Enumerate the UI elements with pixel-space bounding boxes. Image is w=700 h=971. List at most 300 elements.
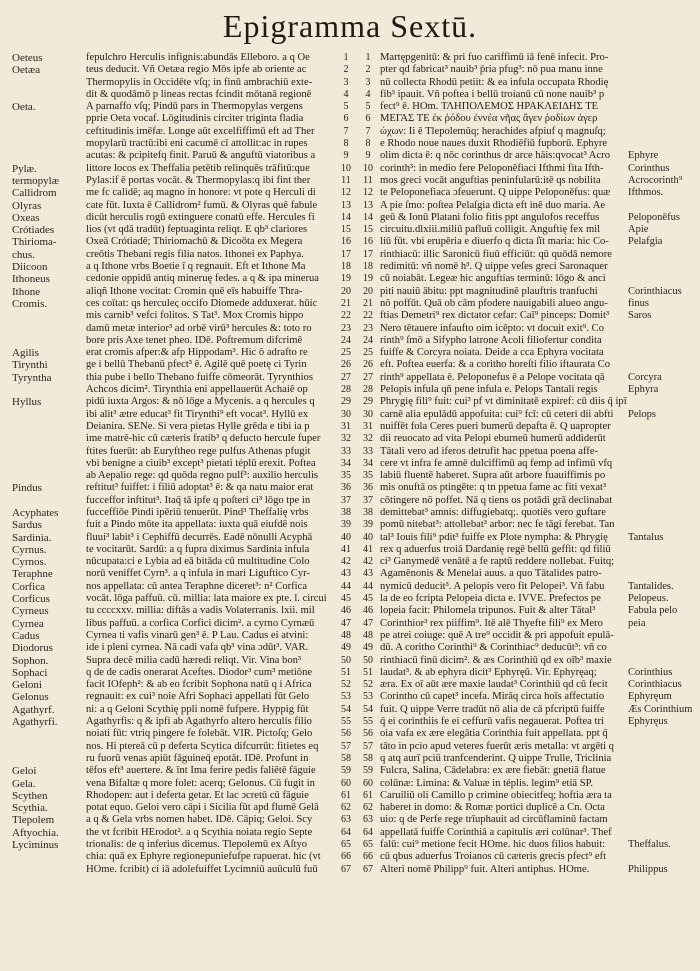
line-number: 19 [363,273,373,285]
margin-note: Saros [628,310,652,322]
line-text: Agathyrfis: q & ipfi ab Agathyrfo altero herculis filio [86,716,312,728]
text-line [356,396,628,408]
text-line [356,138,628,150]
line-number: 51 [363,666,373,678]
margin-note: Agathyrfi. [12,716,58,729]
text-line [356,347,628,359]
line-text: Caruiliū oli Camillo p crimine obiecitfeq; hoftia æra ta [380,789,612,801]
line-text: thia pube i bello Thebano fuiffe cōmeorāt. Tyrynthios [86,371,313,383]
line-text: tu ccccxxv. millia: diftās a vadis Volaterranis. lxii. mil [86,605,315,617]
line-text: dii reuocato ad vita Pelopi eburneū humerū addiderūt [380,433,606,445]
text-line [86,273,358,285]
line-text: rinth⁹ appellata ē. Peloponefus ē a Pelope vocitata qā [380,371,605,383]
text-line [86,667,358,679]
line-text: HOme. fcribit) ci iā adolefuiffet Lycimniū auūculū fuū [86,863,318,875]
text-line [356,630,628,642]
line-text: labiū fluentē haberet. Supra aūt arbore fuauiffimis po [380,470,606,482]
text-line [86,446,358,458]
line-number: 23 [341,322,351,334]
margin-note [12,323,96,335]
text-line [86,581,358,593]
line-text: nō poffūt. Quā ob cām pfodere nauigabili alueo angu- [380,297,608,309]
text-line [86,138,358,150]
margin-note [628,765,700,777]
margin-note: Sophon. [12,654,49,667]
text-line [86,249,358,261]
text-line [356,864,628,876]
margin-note [628,568,700,580]
margin-note [628,138,700,150]
margin-note: Cyrnea [12,617,44,630]
margin-note: Scythia. [12,802,48,815]
line-text: Fulcra, Salina, Cādelabra: ex ære fiebāt: gnetiā flatue [380,765,606,777]
text-line [356,704,628,716]
line-number: 1 [365,52,371,63]
line-number: 62 [363,802,373,814]
line-text: A pie ſmo: poſtea Pelaſgia dicta eft inē duo maria. Ae [380,199,606,211]
line-text: cū noiabāt. Legeæ hic anguftias terminū: lōgo & anci [380,273,606,285]
text-line [86,372,358,384]
line-number: 2 [365,64,371,76]
text-line [356,433,628,445]
text-line [86,224,358,236]
margin-note: Apie [628,224,649,236]
margin-note: Ithone [12,285,41,298]
text-line [356,679,628,691]
text-line [356,851,628,863]
line-text: Martępgenitū: & pri fuo cariffimū iā fenē infecit. Pro- [380,52,609,63]
margin-note: Theffalus. [628,839,671,850]
text-line [356,335,628,347]
margin-note [628,458,700,470]
line-number: 50 [363,654,373,666]
line-number: 54 [341,703,351,715]
line-number: 30 [363,408,373,420]
line-text: pomū nitebat³: attollebat³ arbor: nec fe tāgi ferebat. Tan [380,519,615,531]
line-number: 13 [341,199,351,211]
text-line [86,741,358,753]
text-line [86,347,358,359]
line-number: 32 [363,433,373,445]
line-number: 3 [365,76,371,88]
line-text: eft. Poftea euerfa: & a coritho horeſti filio iftaurata Co [380,359,611,371]
line-number: 24 [341,334,351,346]
line-text: fuit a Pindo mōte ita appellata: iuxta quā eiufdē nois [86,519,308,531]
line-text: rex q aduerfus troiā Dardanię regē bellū geffit: qd filiū [380,543,611,555]
text-line [86,716,358,728]
line-text: olim dicta ē: q nōc corinthus dr arce hāis:qvocat³ Acro [380,150,610,162]
margin-note: Teraphne [12,568,53,581]
line-number: 60 [341,777,351,789]
text-line [356,741,628,753]
line-number: 47 [341,617,351,629]
margin-note: chus. [12,248,35,261]
text-line [356,728,628,740]
line-text: cū qbus aduerfus Troianos cū cæteris grecis pfect⁹ eft [380,851,607,863]
text-line [356,384,628,396]
line-number: 53 [341,691,351,703]
line-text: lios (vt qdā tradūt) feptuaginta reliqt. E qb³ clariores [86,224,308,236]
line-number: 8 [365,138,371,150]
line-text: vocāt. lōga paffuū. cū. millia: lata maiore ex pte. l. circui [86,593,327,605]
margin-note [628,753,700,765]
margin-note [12,741,96,753]
text-line [86,618,358,630]
margin-note [628,827,700,839]
text-line [86,519,358,531]
line-text: tal³ Iouis fili⁹ pdit³ fuiffe ex Plote nympha: & Phrygię [380,531,608,543]
margin-note [628,655,700,667]
text-line [86,507,358,519]
margin-note: Tirynthi [12,359,48,372]
line-number: 45 [341,593,351,605]
line-text: nos appellata: cū antea Teraphne diceret³: n² Corfica [86,580,308,592]
line-text: damū metæ interior³ ad orbē virū³ hercules &: toto ro [86,322,312,334]
margin-note: Cadus [12,629,40,642]
line-number: 33 [363,445,373,457]
right-text-column [356,52,628,876]
line-text: q atq aurī pciū tranfcenderint. Q uippe Trulle, Triclinia [380,752,612,764]
text-line [86,359,358,371]
margin-note [12,138,96,150]
text-line [86,433,358,445]
line-text: tāto in pcio apud veteres fuerūt æris metalla: vt argēti q [380,740,614,752]
line-number: 39 [341,519,351,531]
text-line [86,753,358,765]
line-number: 48 [363,629,373,641]
text-line [86,236,358,248]
line-text: cedonie oppidū antiq mineruę fedes. a q & ipa minerua [86,273,319,285]
line-number: 58 [341,752,351,764]
line-number: 61 [363,789,373,801]
line-text: Thermopylis in Occidēte vſq; in finū ambrachiū exte- [86,76,313,88]
line-number: 36 [341,482,351,494]
margin-note: Oxeas [12,211,40,224]
margin-note: Thirioma- [12,236,57,249]
margin-note: Tlepolem [12,814,55,827]
margin-note [628,446,700,458]
text-line [86,396,358,408]
margin-note: Sardus [12,519,42,532]
margin-note [628,495,700,507]
margin-note [12,77,96,89]
margin-note: Tantalides. [628,580,674,592]
margin-note [12,150,96,162]
text-line [86,384,358,396]
margin-note [12,470,96,482]
line-number: 35 [363,470,373,482]
margin-note [12,728,96,740]
text-line [356,814,628,826]
text-line [86,52,358,64]
text-line [86,827,358,839]
text-line [86,544,358,556]
margin-note: Pindus [12,482,42,495]
line-number: 18 [341,261,351,273]
line-number: 14 [363,211,373,223]
margin-note: Crótiades [12,224,55,237]
text-line [356,827,628,839]
line-number: 31 [341,420,351,432]
line-number: 55 [341,716,351,728]
text-line [86,556,358,568]
line-number: 32 [341,433,351,445]
line-text: Deianira. SENe. Si vera pietas Hylle grēda e tibi ia p [86,420,310,432]
line-text: nos. Hi ptereā cū p deferta Scytica difcurrūt: fitietes eq [86,740,319,752]
line-number: 4 [343,88,349,100]
line-text: cate fūt. Iuxta ē Callidrom² fumū. & Olyras quē fabule [86,199,318,211]
line-text: littore locos ex Theffalia petētib relinquēs trāfitū:que [86,162,310,174]
text-line [86,163,358,175]
text-line [356,790,628,802]
line-text: liū fūt. vbi erupēria e diuerfo q dicta ſīt maria: hic Co- [380,236,609,248]
margin-note [628,741,700,753]
line-number: 46 [363,605,373,617]
text-line [86,605,358,617]
line-text: mopylarū tractū:ibi eni cacumē cī attollit:ac in rupes [86,138,308,150]
text-line [86,323,358,335]
line-number: 34 [363,457,373,469]
margin-note [628,814,700,826]
line-text: rinthiacū: illic Saronicū fiuū efficiūt: qū quōdā nemore [380,248,612,260]
text-line [356,655,628,667]
line-text: Corinthior³ rex piiffim⁹. Itē alē Thyefte fili⁹ ex Mero [380,617,603,629]
line-text: Oxeā Crótiadē; Thiriomachū & Dicoōta ex Megera [86,236,303,248]
margin-note: Tantalus [628,531,664,543]
line-text: ibi alit³ ætre educat³ fit Tirynthi⁹ eft vocat³. Hyllū ex [86,408,309,420]
line-text: q̄ ei corinthiis fe ei ceffurū vafis negauerat. Poftea tri [380,716,604,728]
line-number: 6 [343,113,349,125]
line-text: q de de cadis onerarat Aceftes. Diodor³ cum³ metiōne [86,666,313,678]
line-text: reftitut³ fuiffet: i filiū adoptat³ ē: & qa natu maior erat [86,482,314,494]
line-number: 5 [343,101,349,113]
line-number: 1 [343,52,349,63]
line-text: Alteri nomē Philipp⁹ fuit. Alteri antiphus. HOme. [380,863,590,875]
line-text: haberet in domo: & Romæ portici duplicē a Cn. Octa [380,802,605,814]
margin-note [628,126,700,138]
margin-note [628,544,700,556]
line-number: 63 [363,814,373,826]
margin-note [12,446,96,458]
margin-note: Agilis [12,347,39,360]
text-line [86,335,358,347]
margin-note: finus [628,297,649,309]
margin-note: Pelafgia [628,236,663,248]
line-number: 6 [365,113,371,125]
text-line [86,286,358,298]
line-text: ide i pleni cyrnea. Nā cadi vafa qb³ vina ɔdūt³. VAR. [86,642,309,654]
margin-note: Fabula pelo [628,605,678,617]
margin-note: Ephyre [628,150,659,162]
margin-note: Cyrnos. [12,556,47,569]
text-line [356,101,628,113]
margin-note [628,396,700,408]
line-number: 26 [363,359,373,371]
text-line [356,150,628,162]
line-text: demittebat³ amnis: diffugiebatq;. quotiēs vero guftare [380,506,606,518]
margin-note [12,753,96,765]
line-number: 52 [341,679,351,691]
line-text: ftites fuerūt: ab Euryftheo rege pulfus Athenas pfugit [86,445,311,457]
line-number: 27 [363,371,373,383]
text-line [86,261,358,273]
line-text: te vocitarūt. Sardū: a q fupra diximus Sardinia infula [86,543,310,555]
text-line [356,224,628,236]
margin-note: Agathyrf. [12,703,55,716]
text-line [356,286,628,298]
margin-note [12,310,96,322]
line-text: ge i bellū Thebanū pfect³ ē. Agilē quē poetę ci Tyrin [86,359,307,371]
line-text: a q Ithone vrbs Boetie ī q regnauit. Eft et Ithone Ma [86,261,306,273]
line-text: ces coītat: qs herculeς occifo Diomede adduxerat. hūic [86,297,318,309]
line-text: rinthiacū finū dicim². & æs Corinthiū qd ex oīb³ maxie [380,654,612,666]
text-line [86,532,358,544]
text-line [86,495,358,507]
text-line [356,89,628,101]
text-line [356,470,628,482]
text-line [356,310,628,322]
text-line [86,851,358,863]
line-number: 11 [363,174,373,186]
text-line [356,765,628,777]
margin-note: Acrocorinth⁹ [628,174,683,186]
text-line [86,802,358,814]
line-text: æra. Ex oī aūt ære maxie laudat³ Corinthiū qd cū fecit [380,679,608,691]
text-line [356,605,628,617]
line-text: the vt fcribit HErodot². a q Scythia noiata regio Septe [86,826,313,838]
line-text: fepulchro Herculis infignis:abundās Elleboro. a q Oe [86,52,310,63]
margin-note [628,519,700,531]
line-number: 21 [363,297,373,309]
line-text: pter qd fabricat³ nauib³ p̄ria pfug³: nō pua manu inne [380,64,603,76]
line-text: ώχων: Ii ē Tlepolemūq; herachides afpiuf q magnuſq; [380,125,606,137]
line-number: 56 [363,728,373,740]
line-text: me fc calidē; aq magno in honore: vt pote q Herculi di [86,187,316,199]
line-number: 64 [363,826,373,838]
line-number: 8 [343,138,349,150]
text-line [356,556,628,568]
line-number: 53 [363,691,373,703]
line-text: piti nauiū ābitu: ppt magnitudinē plauftris tranfuchi [380,285,598,297]
line-text: vbi benigne a ciuib³ except³ pietati téplū erexit. Poftea [86,457,316,469]
line-text: geū & Ionū Platani folio fitis ppt angulofos receffus [380,211,600,223]
margin-note: Geloni [12,679,42,692]
text-line [356,482,628,494]
line-text: fuit. Q uippe Verre tradūt nō alia de cā pfcriptū fuiffe [380,703,605,715]
line-number: 65 [363,839,373,850]
line-number: 42 [341,556,351,568]
text-line [356,126,628,138]
line-number: 59 [363,765,373,777]
line-number: 46 [341,605,351,617]
line-text: tēfos eft³ auertere. & īnt Ima ferire pedis faliētē fāguie [86,765,316,777]
text-line [86,89,358,101]
text-line [356,236,628,248]
text-line [86,655,358,667]
margin-note [628,630,700,642]
line-text: ΜΕΓΑΣ ΤΕ ἐκ ῥόδου ἐννέα νῆας ἄγεν ῥοδίων ἀγερ [380,113,598,125]
line-number: 2 [343,64,349,76]
line-number: 22 [363,310,373,322]
line-text: ru fuorū venas apiūt fāguineq̄ epotāt. IDē. Profunt in [86,752,309,764]
line-text: dit & quodāmō p lineas rectas fcindit mōtanā regionē [86,88,312,100]
line-number: 57 [363,740,373,752]
line-text: mos greci vocāt anguftias peninfularū:itē qs nobilita [380,174,601,186]
line-text: norū veniffet Cyrn³. a q infula in mari Liguftico Cyr- [86,568,311,580]
margin-note [12,421,96,433]
margin-note: Hyllus [12,396,42,409]
line-number: 67 [363,863,373,875]
line-number: 9 [343,150,349,162]
line-number: 65 [341,839,351,850]
margin-note: Oeteus [12,52,43,64]
line-text: facit IOfeph²: & ab eo fcribit Sophona natū q i Africa [86,679,312,691]
margin-note [12,89,96,101]
text-line [86,704,358,716]
text-line [86,200,358,212]
margin-note [628,261,700,273]
margin-note [628,347,700,359]
line-number: 25 [341,347,351,359]
line-text: ni: a q Geloni Scythię ppli nomē fufpere. Hyppig fūt [86,703,309,715]
line-text: dū. A coritho Corinthi⁹ & Corinthiac⁹ deducūt³: vñ co [380,642,607,654]
margin-note: Aftyochia. [12,826,59,839]
line-number: 20 [341,285,351,297]
line-number: 60 [363,777,373,789]
text-line [86,593,358,605]
text-line [356,372,628,384]
text-line [86,212,358,224]
text-line [86,298,358,310]
text-line [356,778,628,790]
line-number: 43 [363,568,373,580]
line-number: 9 [365,150,371,162]
text-line [86,839,358,851]
line-text: e Rhodo noue naues duxit Rhodiēfiū fupborū. Ephyre [380,138,608,150]
margin-note: Scythen [12,789,48,802]
margin-note [628,323,700,335]
margin-note: Oeta. [12,101,36,114]
line-text: appellatā fuiffe Corinthiā a capitulis æri colūnar³. Thef [380,826,612,838]
margin-note [628,52,700,64]
line-text: mis carnib³ vefci folitos. S Tat³. Mox Cromis hippo [86,310,304,322]
line-number: 17 [363,248,373,260]
margin-note [12,335,96,347]
line-number: 54 [363,703,373,715]
margin-note: Peloponēfus [628,211,680,223]
text-line [356,200,628,212]
line-number: 4 [365,88,371,100]
margin-note: Tyryntha [12,371,52,384]
line-number: 44 [341,580,351,592]
line-number: 57 [341,740,351,752]
margin-note: Ifthmos. [628,187,664,199]
margin-note [628,200,700,212]
line-text: potat equo. Geloi vero cāpi i Sicilia fūt apd flumē Gelā [86,802,319,814]
line-text: rinth⁹ ſmō a Sifypho latrone Acoli filiofertur condita [380,334,602,346]
margin-note [12,495,96,507]
text-line [356,249,628,261]
line-number: 22 [341,310,351,322]
line-text: teus deducit. Vñ Oetæa regio Mōs ipfe ab oriente ac [86,64,307,76]
line-number: 27 [341,371,351,383]
line-text: trionalis: de q inferius dicemus. Tlepolemū ex Aſtyo [86,839,308,850]
margin-note: Ephyręum [628,691,672,703]
text-line [356,323,628,335]
left-margin-notes [12,52,96,851]
line-number: 56 [341,728,351,740]
text-line [86,113,358,125]
